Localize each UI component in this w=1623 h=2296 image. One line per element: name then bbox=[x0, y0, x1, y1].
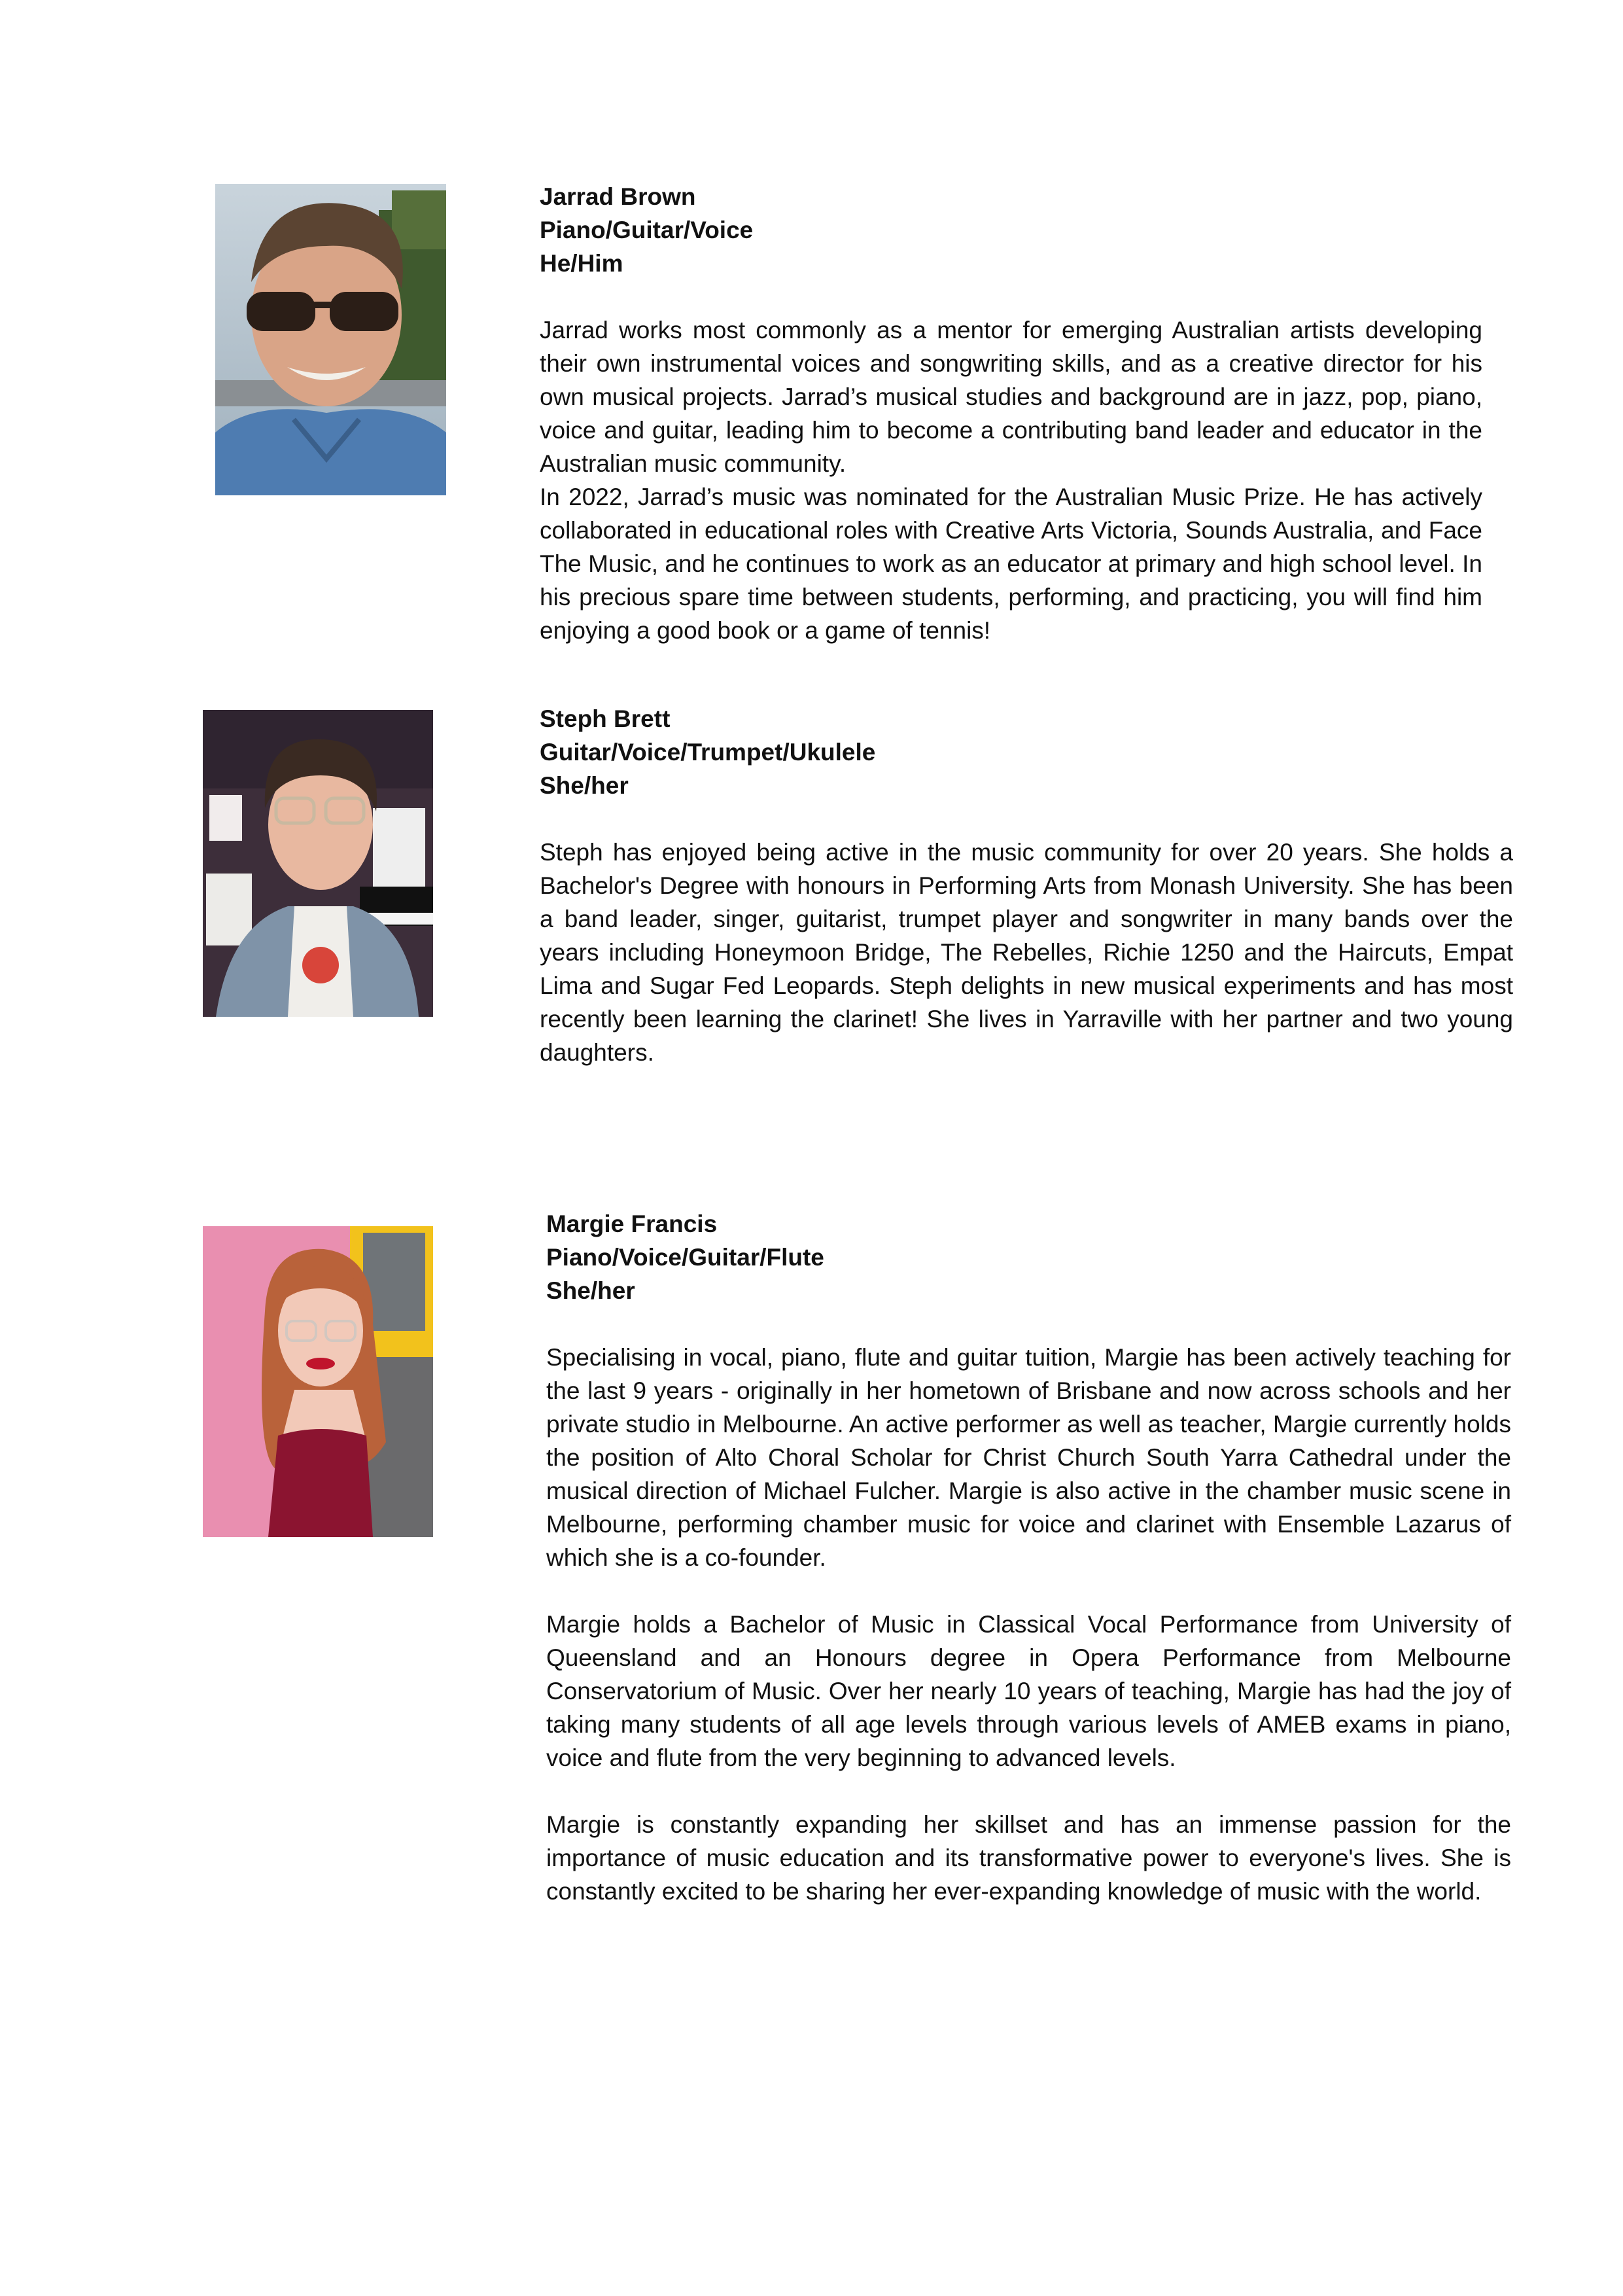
teacher-pronouns: He/Him bbox=[540, 250, 623, 277]
teacher-name: Margie Francis bbox=[546, 1210, 718, 1237]
jarrad-brown-bio bbox=[540, 180, 1482, 647]
bio-paragraph: In 2022, Jarrad’s music was nominated for the Australian Music Prize. He has actively collaborated in educational roles with Creative Arts Victoria, Sounds Australia, and Face The Music, and he continues to work as an educator at primary and high school level. In his precious spare time between students, performing, and practicing, you will find him enjoying a good book or a game of tennis! bbox=[540, 484, 1482, 644]
portrait-photo-icon bbox=[215, 184, 446, 495]
steph-brett-photo bbox=[203, 710, 433, 1017]
bio-paragraph: Margie holds a Bachelor of Music in Classical Vocal Performance from University of Queensland and an Honours degree in Opera Performance from Melbourne Conservatorium of Music. Over her nearly 10 years of teaching, Margie has had the joy of taking many students of all age levels through various levels of AMEB exams in piano, voice and flute from the very beginning to advanced levels. bbox=[546, 1611, 1511, 1771]
bio-paragraph: Jarrad works most commonly as a mentor for emerging Australian artists developing their own instrumental voices and songwriting skills, and as a creative director for his own musical projects. Jarrad’s musical studies and background are in jazz, pop, piano, voice and guitar, leading him to become a contributing band leader and educator in the Australian music community. bbox=[540, 317, 1482, 477]
bio-paragraph: Specialising in vocal, piano, flute and guitar tuition, Margie has been actively teaching for the last 9 years - originally in her hometown of Brisbane and now across schools and her private studio in Melbourne. An active performer as well as teacher, Margie currently holds the position of Alto Choral Scholar for Christ Church South Yarra Cathedral under the musical direction of Michael Fulcher. Margie is also active in the chamber music scene in Melbourne, performing chamber music for voice and clarinet with Ensemble Lazarus of which she is a co-founder. bbox=[546, 1344, 1511, 1571]
bio-paragraph: Margie is constantly expanding her skillset and has an immense passion for the importance of music education and its transformative power to everyone's lives. She is constantly excited to be sharing her ever-expanding knowledge of music with the world. bbox=[546, 1811, 1511, 1905]
portrait-photo-icon bbox=[203, 1226, 433, 1537]
bio-paragraph: Steph has enjoyed being active in the music community for over 20 years. She holds a Bachelor's Degree with honours in Performing Arts from Monash University. She has been a band leader, singer, guitarist, trumpet player and songwriter in many bands over the years including Honeymoon Bridge, The Rebelles, Richie 1250 and the Haircuts, Empat Lima and Sugar Fed Leopards. Steph delights in new musical experiments and has most recently been learning the clarinet! She lives in Yarraville with her partner and two young daughters. bbox=[540, 839, 1513, 1066]
jarrad-brown-photo bbox=[215, 184, 446, 495]
teacher-instruments: Guitar/Voice/Trumpet/Ukulele bbox=[540, 739, 876, 766]
teacher-name: Steph Brett bbox=[540, 705, 671, 732]
teacher-instruments: Piano/Voice/Guitar/Flute bbox=[546, 1244, 824, 1271]
portrait-photo-icon bbox=[203, 710, 433, 1017]
teacher-pronouns: She/her bbox=[546, 1277, 635, 1304]
teacher-name: Jarrad Brown bbox=[540, 183, 696, 210]
teacher-pronouns: She/her bbox=[540, 772, 629, 799]
margie-francis-photo bbox=[203, 1226, 433, 1537]
margie-francis-bio bbox=[546, 1207, 1511, 1908]
steph-brett-bio bbox=[540, 702, 1513, 1069]
teacher-instruments: Piano/Guitar/Voice bbox=[540, 217, 754, 243]
